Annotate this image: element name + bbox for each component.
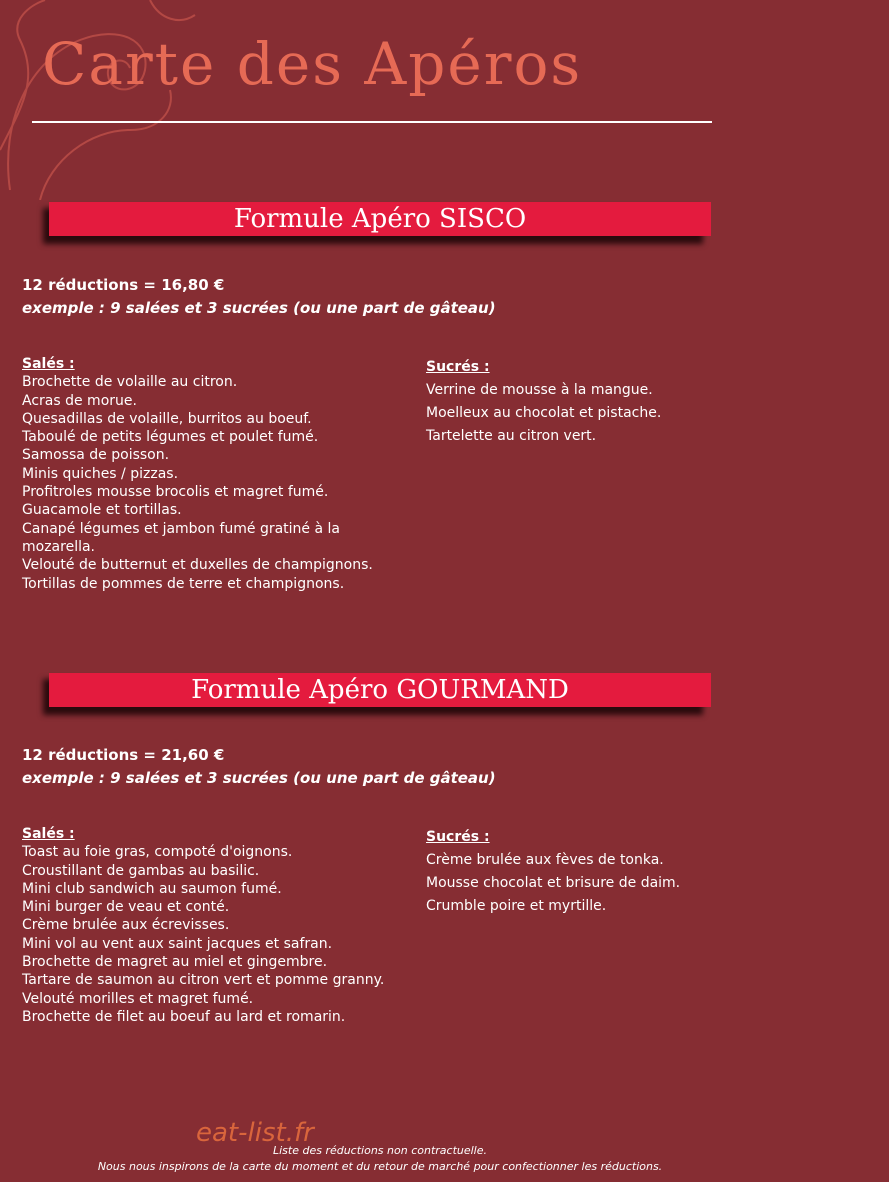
list-item: Samossa de poisson. <box>22 447 170 464</box>
list-item: Tartelette au citron vert. <box>426 428 597 444</box>
list-item: Tortillas de pommes de terre et champignons. <box>22 575 345 592</box>
formule-sisco-sucres <box>426 356 866 448</box>
list-item: Minis quiches / pizzas. <box>22 465 179 482</box>
formule-sisco-price: 12 réductions = 16,80 € <box>22 276 225 294</box>
sucres-heading: Sucrés : <box>426 359 490 375</box>
page-title: Carte des Apéros <box>42 30 583 98</box>
list-item: Canapé légumes et jambon fumé gratiné à la mozarella. <box>22 520 340 555</box>
list-item: Velouté de butternut et duxelles de champignons. <box>22 557 373 574</box>
formule-sisco-sales <box>22 355 402 593</box>
list-item: Crème brulée aux fèves de tonka. <box>426 852 664 868</box>
list-item: Brochette de volaille au citron. <box>22 374 238 391</box>
list-item: Mini club sandwich au saumon fumé. <box>22 880 282 897</box>
list-item: Guacamole et tortillas. <box>22 502 182 519</box>
list-item: Mini burger de veau et conté. <box>22 899 230 916</box>
list-item: Verrine de mousse à la mangue. <box>426 382 653 398</box>
list-item: Brochette de filet au boeuf au lard et romarin. <box>22 1008 346 1025</box>
list-item: Taboulé de petits légumes et poulet fumé. <box>22 429 319 446</box>
sales-heading: Salés : <box>22 356 75 372</box>
list-item: Profitroles mousse brocolis et magret fumé. <box>22 484 329 501</box>
watermark: eat-list.fr <box>196 1118 314 1148</box>
formule-gourmand-sucres <box>426 826 866 918</box>
formule-gourmand-title: Formule Apéro GOURMAND <box>49 673 711 707</box>
list-item: Acras de morue. <box>22 392 137 409</box>
sucres-heading: Sucrés : <box>426 829 490 845</box>
disclaimer-line-1: Liste des réductions non contractuelle. <box>272 1144 488 1157</box>
list-item: Moelleux au chocolat et pistache. <box>426 405 662 421</box>
disclaimer-line-2: Nous nous inspirons de la carte du moment et du retour de marché pour confectionner les réductions. <box>97 1160 663 1173</box>
formule-gourmand-sales <box>22 825 402 1026</box>
list-item: Mousse chocolat et brisure de daim. <box>426 875 681 891</box>
list-item: Crème brulée aux écrevisses. <box>22 917 230 934</box>
list-item: Crumble poire et myrtille. <box>426 898 607 914</box>
list-item: Tartare de saumon au citron vert et pomme granny. <box>22 972 385 989</box>
list-item: Velouté morilles et magret fumé. <box>22 990 254 1007</box>
formule-gourmand-example: exemple : 9 salées et 3 sucrées (ou une part de gâteau) <box>22 769 496 787</box>
sales-heading: Salés : <box>22 826 75 842</box>
formule-sisco-banner <box>43 202 711 242</box>
list-item: Toast au foie gras, compoté d'oignons. <box>22 844 293 861</box>
formule-sisco-example: exemple : 9 salées et 3 sucrées (ou une part de gâteau) <box>22 299 496 317</box>
list-item: Croustillant de gambas au basilic. <box>22 862 260 879</box>
title-divider <box>32 121 712 123</box>
formule-sisco-title: Formule Apéro SISCO <box>49 202 711 236</box>
list-item: Mini vol au vent aux saint jacques et safran. <box>22 935 333 952</box>
formule-gourmand-banner <box>43 673 711 713</box>
formule-gourmand-price: 12 réductions = 21,60 € <box>22 746 225 764</box>
list-item: Brochette de magret au miel et gingembre. <box>22 954 328 971</box>
list-item: Quesadillas de volaille, burritos au boeuf. <box>22 410 312 427</box>
